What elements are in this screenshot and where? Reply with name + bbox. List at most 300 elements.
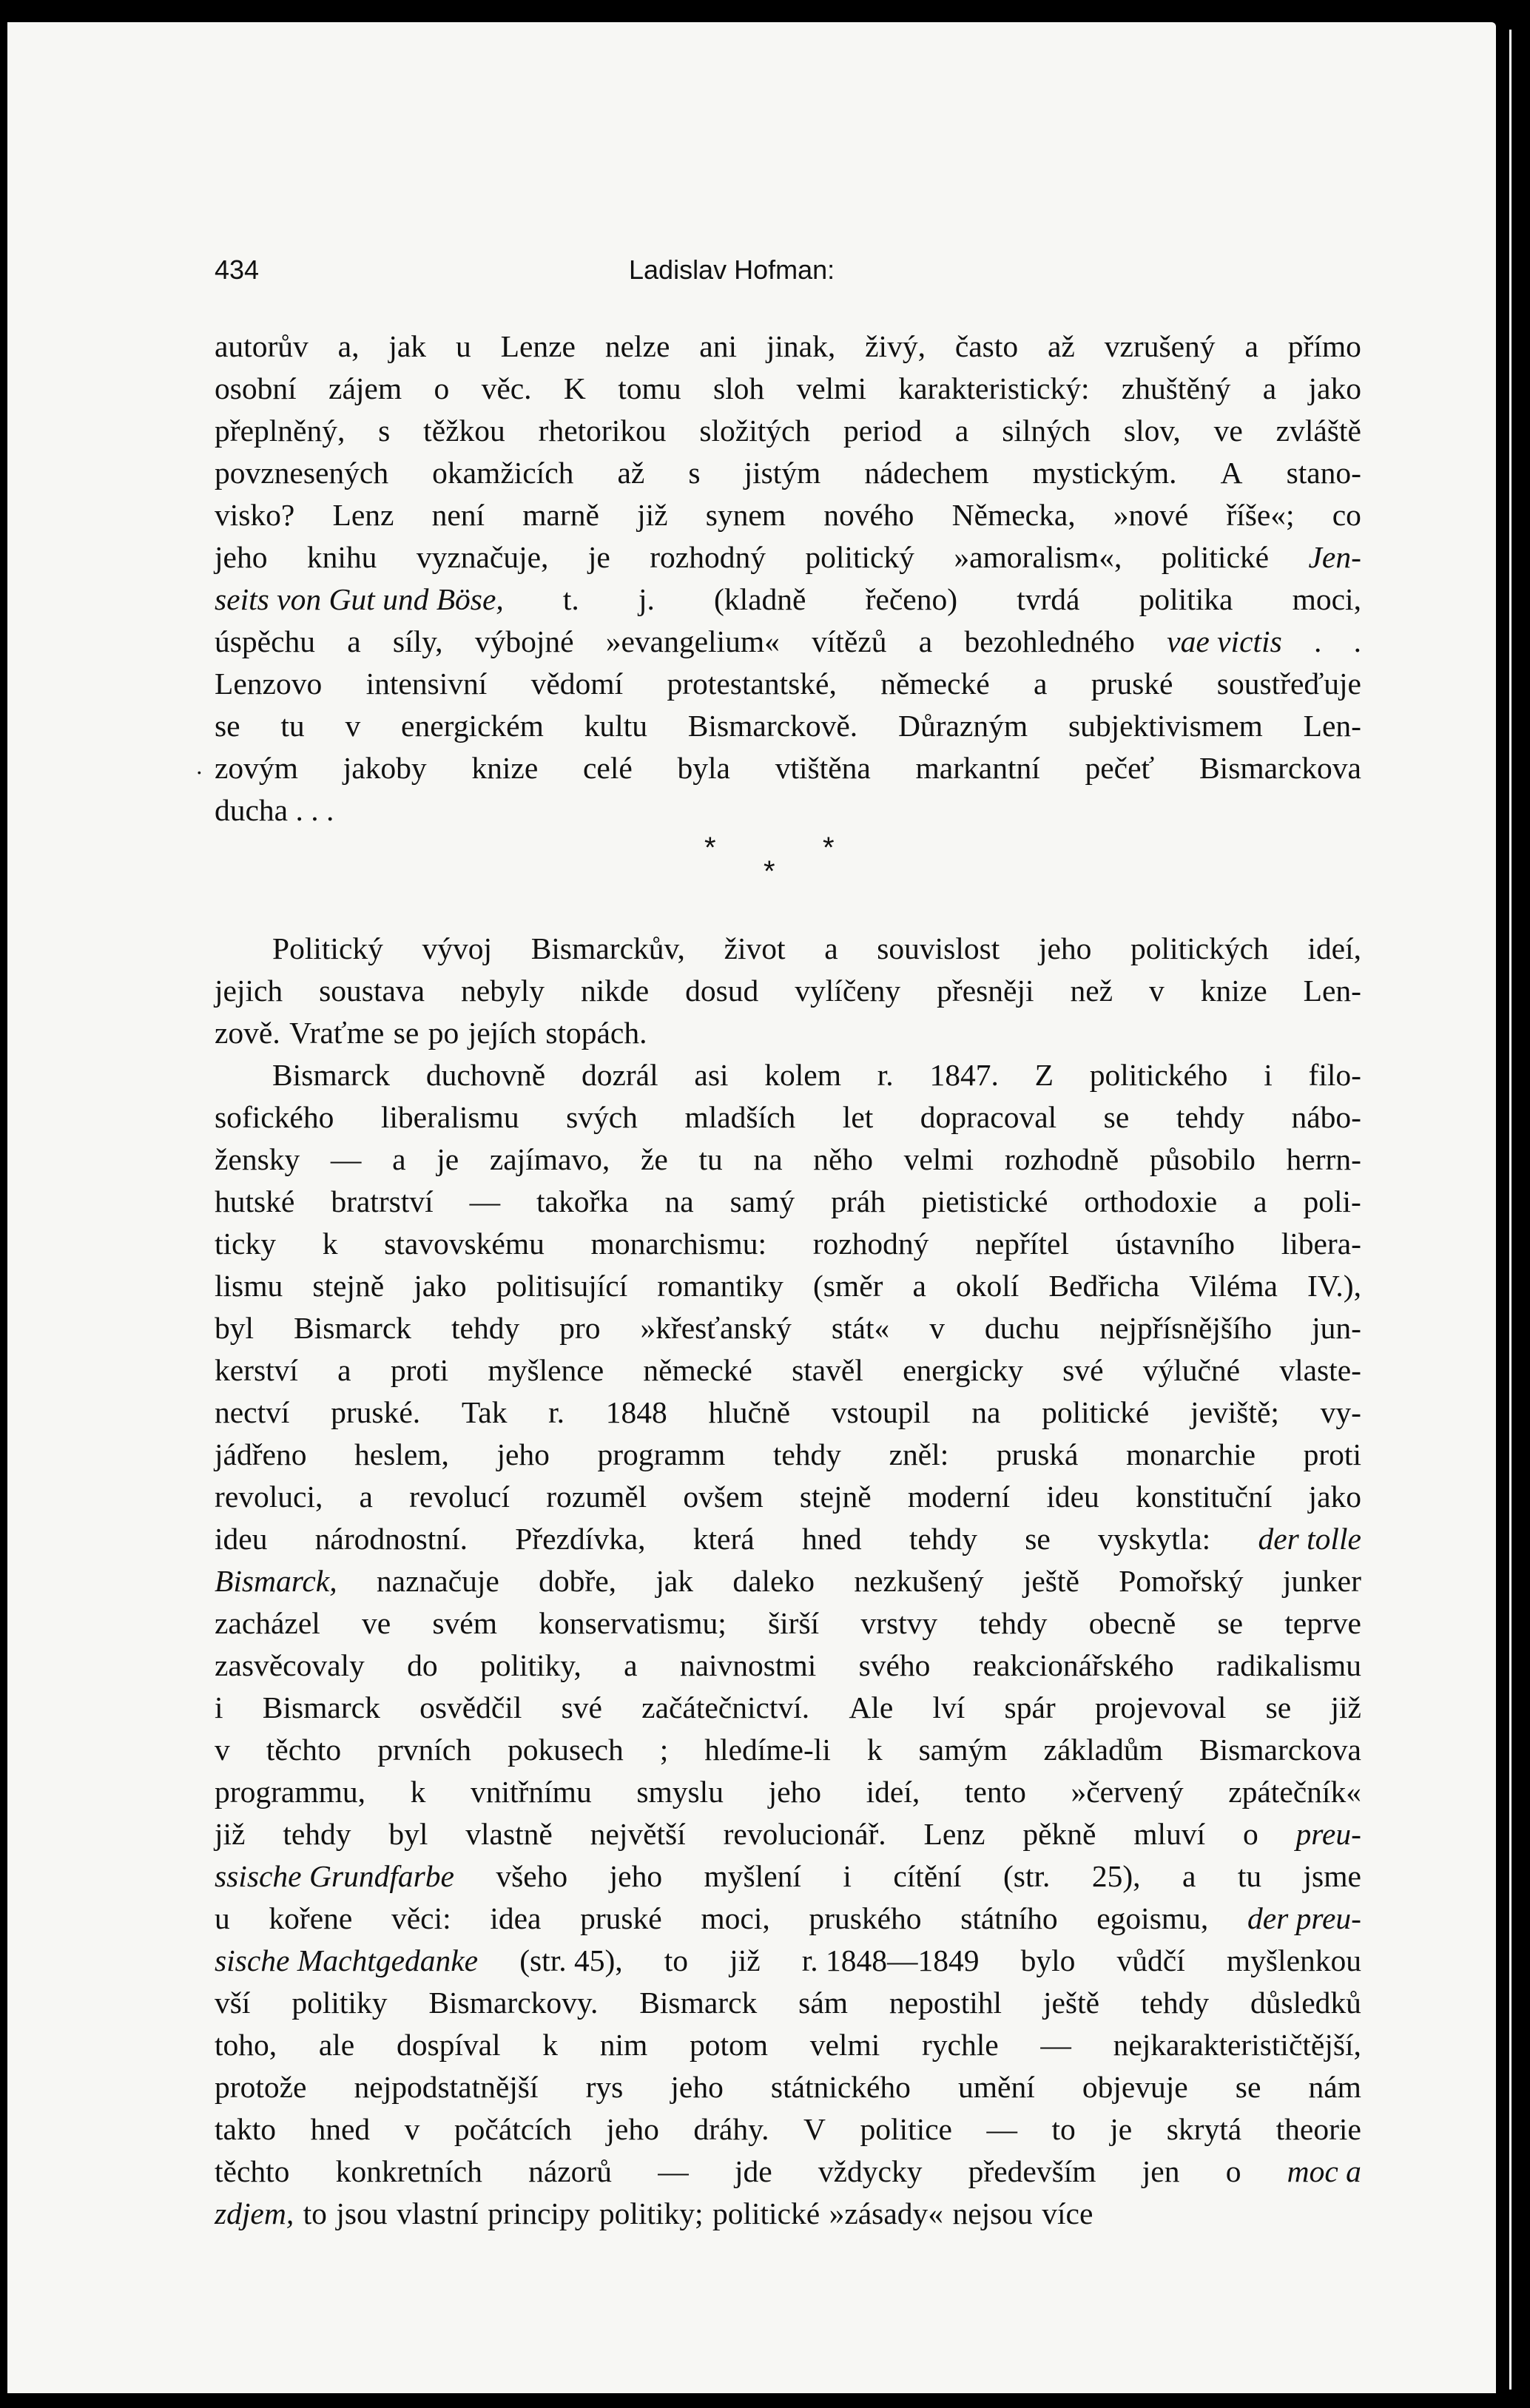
word: protože <box>215 2070 307 2104</box>
word: . <box>1313 624 1322 658</box>
word: státnického <box>770 2070 911 2104</box>
word: výlučné <box>1142 1353 1241 1387</box>
word: vlastní <box>396 2196 479 2230</box>
word: pruské <box>1091 667 1173 701</box>
word: mladších <box>684 1100 796 1134</box>
word: nám <box>1308 2070 1361 2104</box>
word: vlaste- <box>1279 1353 1361 1387</box>
word: — <box>658 2154 689 2188</box>
word: »evangelium« <box>605 624 780 658</box>
word: stavovskému <box>384 1227 545 1261</box>
word: vstoupil <box>831 1395 931 1429</box>
word: přímo <box>1287 329 1361 363</box>
text-line <box>215 1223 1361 1265</box>
word: hledíme-li <box>704 1733 831 1767</box>
word: složitých <box>699 414 811 448</box>
word: celé <box>582 751 633 785</box>
word: a <box>1182 1859 1196 1893</box>
word: vzrušený <box>1104 329 1216 363</box>
scan-border-right <box>1496 0 1530 2408</box>
word: skrytá <box>1166 2112 1242 2146</box>
word: IV.), <box>1307 1269 1361 1303</box>
word: tento <box>964 1775 1026 1809</box>
word: stejně <box>799 1480 872 1514</box>
word: Jen- <box>1308 540 1361 574</box>
word: stát« <box>831 1311 890 1345</box>
word: vlastně <box>465 1817 553 1851</box>
text-line <box>215 663 1361 705</box>
word: zvláště <box>1275 414 1361 448</box>
word: moc a <box>1287 2154 1361 2188</box>
word: »červený <box>1071 1775 1184 1809</box>
text-line <box>215 2108 1361 2151</box>
text-line <box>215 1771 1361 1813</box>
word: kořene <box>269 1901 353 1935</box>
word: stopách. <box>545 1016 647 1050</box>
word: sische Machtgedanke <box>215 1943 479 1977</box>
word: naivnostmi <box>679 1648 817 1682</box>
text-line <box>215 1645 1361 1687</box>
word: a <box>337 1353 351 1387</box>
word: (str. <box>1002 1859 1051 1893</box>
word: žensky <box>215 1142 300 1176</box>
word: politické <box>1042 1395 1150 1429</box>
word: Bismarckova <box>1199 751 1361 785</box>
word: proti <box>1303 1437 1361 1471</box>
word: politice <box>860 2112 952 2146</box>
paragraph-bismarck-maturity <box>215 1054 1361 2235</box>
word: již <box>1330 1690 1361 1724</box>
word: ideu <box>1046 1480 1099 1514</box>
word: pečeť <box>1085 751 1155 785</box>
word: že <box>640 1142 668 1176</box>
word: zhuštěný <box>1121 371 1231 405</box>
text-line <box>195 747 1361 789</box>
word: i <box>1264 1058 1273 1092</box>
word: politický <box>805 540 914 574</box>
word: co <box>1332 498 1361 532</box>
word: jako <box>1308 371 1361 405</box>
word: zdjem, <box>215 2196 294 2230</box>
word: nejpodstatnější <box>354 2070 539 2104</box>
word: ideí, <box>866 1775 920 1809</box>
word: ve <box>362 1606 391 1640</box>
word: vší <box>215 1986 251 2020</box>
word: pěkně <box>1022 1817 1096 1851</box>
word: mystickým. <box>1032 456 1177 490</box>
word: rozhodný <box>812 1227 929 1261</box>
paragraph-lenz-style <box>195 326 1361 832</box>
word: Len- <box>1303 974 1361 1008</box>
word: jeho <box>768 1775 822 1809</box>
word: monarchismu: <box>590 1227 766 1261</box>
word: Politický <box>272 931 383 965</box>
word: der tolle <box>1258 1522 1361 1556</box>
word: především <box>968 2154 1096 2188</box>
word: Bedřicha <box>1048 1269 1160 1303</box>
word: zasvěcovaly <box>215 1648 365 1682</box>
word: programm <box>597 1437 726 1471</box>
word: k <box>410 1775 426 1809</box>
word: asi <box>694 1058 729 1092</box>
page-number: 434 <box>215 254 260 285</box>
word: nikde <box>580 974 650 1008</box>
word: jde <box>734 2154 772 2188</box>
word: pietistické <box>921 1184 1048 1218</box>
word: ani <box>699 329 737 363</box>
word: povznesených <box>215 456 389 490</box>
word: (směr <box>812 1269 883 1303</box>
text-line <box>215 410 1361 452</box>
word: jen <box>1142 2154 1180 2188</box>
word: duchovně <box>425 1058 546 1092</box>
word: vývoj <box>422 931 493 965</box>
word: a <box>1253 1184 1267 1218</box>
word: romantiky <box>657 1269 783 1303</box>
word: nepřítel <box>975 1227 1069 1261</box>
word: jak <box>388 329 427 363</box>
word: Z <box>1034 1058 1054 1092</box>
text-line <box>215 2151 1361 2193</box>
word: ovšem <box>683 1480 764 1514</box>
word: již <box>637 498 668 532</box>
word: — <box>986 2112 1017 2146</box>
word: nebyly <box>461 974 545 1008</box>
word: 1848 <box>605 1395 667 1429</box>
word: tvrdá <box>1017 582 1080 616</box>
word: osobní <box>215 371 297 405</box>
word: pro <box>559 1311 601 1345</box>
word: důsledků <box>1250 1986 1361 2020</box>
word: bezohledného <box>964 624 1135 658</box>
word: Bismarck <box>262 1690 380 1724</box>
word: a <box>1244 329 1258 363</box>
word: výbojné <box>474 624 574 658</box>
word: takto <box>215 2112 276 2146</box>
word: zájem <box>328 371 402 405</box>
word: Přezdívka, <box>515 1522 646 1556</box>
word: vnitřnímu <box>471 1775 592 1809</box>
page-content <box>195 248 1361 2235</box>
word: dospíval <box>396 2028 501 2062</box>
word: stano- <box>1286 456 1361 490</box>
word: kolem <box>764 1058 842 1092</box>
text-line <box>215 1392 1361 1434</box>
word: knihu <box>306 540 377 574</box>
word: umění <box>958 2070 1035 2104</box>
text-line <box>215 1476 1361 1518</box>
word: řečeno) <box>865 582 958 616</box>
word: k <box>542 2028 559 2062</box>
word: jeho <box>1038 931 1092 965</box>
text-line <box>215 452 1361 494</box>
word: heslem, <box>354 1437 449 1471</box>
text-line <box>215 368 1361 410</box>
word: rozhodný <box>650 540 766 574</box>
word: politického <box>1089 1058 1228 1092</box>
word: tu <box>1237 1859 1262 1893</box>
word: s <box>688 456 701 490</box>
word: nejpřísnějšího <box>1099 1311 1273 1345</box>
word: knize <box>471 751 539 785</box>
word: pruské. <box>331 1395 421 1429</box>
word: tehdy <box>979 1606 1048 1640</box>
word: egoismu, <box>1096 1901 1209 1935</box>
word: sloh <box>712 371 765 405</box>
page-sheet <box>7 22 1496 2393</box>
word: a <box>954 414 969 448</box>
word: Bismarckův, <box>530 931 685 965</box>
word: jeho <box>606 2112 659 2146</box>
word: a <box>1034 667 1048 701</box>
text-line <box>215 536 1361 579</box>
word: politických <box>1130 931 1269 965</box>
word: i <box>215 1690 223 1724</box>
word: markantní <box>915 751 1040 785</box>
word: dobře, <box>539 1564 616 1598</box>
word: toho, <box>215 2028 277 2062</box>
word: programmu, <box>215 1775 365 1809</box>
word: velmi <box>903 1142 974 1176</box>
word: marně <box>522 498 599 532</box>
word: politické <box>712 2196 820 2230</box>
word: politiky; <box>599 2196 704 2230</box>
word: přeplněný, <box>215 414 346 448</box>
word: Důrazným <box>897 709 1028 743</box>
word: (str. 45), <box>519 1943 623 1977</box>
word: kerství <box>215 1353 298 1387</box>
word: svých <box>566 1100 638 1134</box>
word: nim <box>599 2028 648 2062</box>
text-line <box>215 1096 1361 1139</box>
word: jun- <box>1312 1311 1361 1345</box>
word: soustava <box>319 974 425 1008</box>
word: filo- <box>1308 1058 1361 1092</box>
text-line <box>215 1687 1361 1729</box>
word: na <box>664 1184 694 1218</box>
word: o <box>1225 2154 1241 2188</box>
word: až <box>617 456 645 490</box>
text-line <box>215 1307 1361 1349</box>
word: Bismarckova <box>1199 1733 1361 1767</box>
word: a <box>912 1269 926 1303</box>
word: Lenzovo <box>215 667 323 701</box>
word: se <box>215 709 240 743</box>
word: bylo <box>1020 1943 1076 1977</box>
word: (kladně <box>714 582 806 616</box>
word: ideí, <box>1307 931 1361 965</box>
word: ještě <box>1042 1986 1100 2020</box>
text-line <box>215 1054 1361 1096</box>
word: Bismarck <box>639 1986 758 2020</box>
text-line <box>215 1855 1361 1898</box>
text-line <box>215 1898 1361 1940</box>
word: po <box>428 1016 459 1050</box>
word: zacházel <box>215 1606 320 1640</box>
word: Pomořský <box>1119 1564 1244 1598</box>
word: t. <box>562 582 579 616</box>
word: Lenze <box>500 329 576 363</box>
word: jejích <box>468 1016 536 1050</box>
word: subjektivismem <box>1068 709 1263 743</box>
word: tehdy <box>909 1522 978 1556</box>
word: byl <box>215 1311 255 1345</box>
word: intensivní <box>365 667 488 701</box>
word: jejich <box>215 974 283 1008</box>
word: vyznačuje, <box>416 540 549 574</box>
word: nejsou <box>952 2196 1033 2230</box>
word: v <box>1149 974 1165 1008</box>
word: ideu <box>215 1522 268 1556</box>
word: se <box>1025 1522 1051 1556</box>
word: Německa, <box>951 498 1076 532</box>
word: těchto <box>215 2154 290 2188</box>
word: Bismarck <box>272 1058 391 1092</box>
word: dosud <box>685 974 759 1008</box>
word: sofického <box>215 1100 334 1134</box>
word: 25), <box>1091 1859 1141 1893</box>
word: ještě <box>1022 1564 1079 1598</box>
word: obecně <box>1088 1606 1176 1640</box>
word: Bismarck <box>293 1311 412 1345</box>
word: pokusech <box>507 1733 624 1767</box>
word: myšlení <box>704 1859 801 1893</box>
word: nového <box>823 498 914 532</box>
word: se <box>1235 2070 1261 2104</box>
word: Viléma <box>1189 1269 1278 1303</box>
word: i <box>843 1859 852 1893</box>
word: která <box>692 1522 755 1556</box>
word: A <box>1220 456 1243 490</box>
word: rys <box>585 2070 624 2104</box>
word: objevuje <box>1082 2070 1188 2104</box>
word: hlučně <box>708 1395 791 1429</box>
word: jakoby <box>343 751 427 785</box>
word: jako <box>414 1269 467 1303</box>
word: Bismarckovy. <box>428 1986 599 2020</box>
word: se <box>1265 1690 1292 1724</box>
word: nezkušený <box>854 1564 984 1598</box>
word: kultu <box>584 709 647 743</box>
word: o <box>434 371 450 405</box>
word: velmi <box>809 2028 880 2062</box>
word: reakcionářského <box>972 1648 1174 1682</box>
word: jak <box>656 1564 694 1598</box>
word: na <box>971 1395 1001 1429</box>
word: principy <box>488 2196 590 2230</box>
word: již <box>215 1817 246 1851</box>
word: zově. <box>215 1016 280 1050</box>
word: let <box>842 1100 874 1134</box>
word: spár <box>1004 1690 1056 1724</box>
word: ústavního <box>1115 1227 1235 1261</box>
word: největší <box>590 1817 686 1851</box>
word: se <box>393 1016 419 1050</box>
section-separator <box>215 832 1361 887</box>
word: K <box>563 371 586 405</box>
word: ve <box>1213 414 1243 448</box>
word: V <box>803 2112 826 2146</box>
word: ducha . . . <box>215 793 334 827</box>
word: — <box>469 1184 501 1218</box>
word: národnostní. <box>314 1522 468 1556</box>
word: Bismarck, <box>215 1564 337 1598</box>
word: knize <box>1200 974 1267 1008</box>
text-line <box>215 1012 1361 1054</box>
word: rozuměl <box>546 1480 647 1514</box>
margin-marker: · <box>195 759 203 786</box>
word: věc. <box>481 371 532 405</box>
word: se <box>1103 1100 1130 1134</box>
word: nelze <box>604 329 670 363</box>
word: Vraťme <box>289 1016 385 1050</box>
text-line <box>215 1139 1361 1181</box>
separator-star: * <box>823 832 835 864</box>
text-line <box>215 1560 1361 1602</box>
text-line <box>215 970 1361 1012</box>
word: . <box>1353 624 1361 658</box>
word: r. <box>548 1395 565 1429</box>
text-line <box>215 494 1361 536</box>
word: politiky <box>291 1986 388 2020</box>
word: junker <box>1282 1564 1361 1598</box>
word: nepostihl <box>889 1986 1002 2020</box>
word: myšlence <box>488 1353 604 1387</box>
word: samým <box>918 1733 1008 1767</box>
word: své <box>1062 1353 1104 1387</box>
word: není <box>431 498 485 532</box>
text-line <box>215 1940 1361 1982</box>
word: u <box>455 329 471 363</box>
word: je <box>437 1142 459 1176</box>
word: a <box>824 931 838 965</box>
word: a, <box>337 329 360 363</box>
word: visko? <box>215 498 295 532</box>
word: německé <box>643 1353 752 1387</box>
text-line <box>215 1982 1361 2024</box>
word: jsou <box>336 2196 388 2230</box>
word: — <box>1040 2028 1071 2062</box>
word: dráhy. <box>693 2112 769 2146</box>
word: okamžicích <box>432 456 574 490</box>
word: — <box>330 1142 362 1176</box>
word: cítění <box>893 1859 962 1893</box>
text-line <box>215 2066 1361 2108</box>
word: jistým <box>744 456 821 490</box>
text-line <box>215 621 1361 663</box>
word: jeviště; <box>1190 1395 1279 1429</box>
word: stavěl <box>792 1353 863 1387</box>
word: vtištěna <box>775 751 871 785</box>
word: rozhodně <box>1004 1142 1119 1176</box>
word: pruská <box>996 1437 1079 1471</box>
word: slov, <box>1123 414 1181 448</box>
word: okolí <box>956 1269 1020 1303</box>
word: osvědčil <box>419 1690 522 1724</box>
word: o <box>1242 1817 1258 1851</box>
word: protestantské, <box>667 667 837 701</box>
separator-star: * <box>764 855 775 888</box>
word: to <box>1051 2112 1076 2146</box>
word: tehdy <box>1176 1100 1244 1134</box>
word: se <box>1217 1606 1244 1640</box>
word: a <box>392 1142 406 1176</box>
word: pruského <box>809 1901 922 1935</box>
word: energickém <box>401 709 544 743</box>
paragraph-political-development <box>215 928 1361 1054</box>
word: Lenz <box>923 1817 985 1851</box>
text-line <box>215 2024 1361 2066</box>
